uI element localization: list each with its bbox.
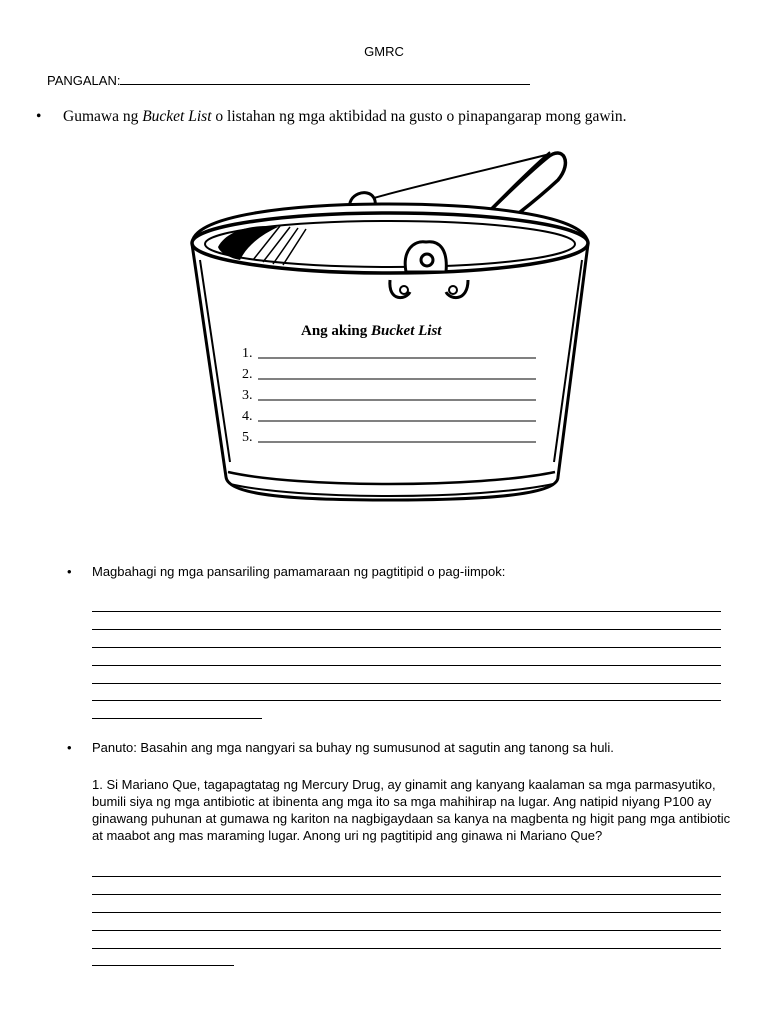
instruction-bucket-list [36, 108, 626, 126]
bucket-title-italic: Bucket List [371, 323, 442, 339]
bucket-illustration [178, 132, 598, 504]
instruction-suffix: o listahan ng mga aktibidad na gusto o pinapangarap mong gawin. [211, 108, 627, 125]
bullet-icon: • [67, 740, 72, 755]
question-paragraph: 1. Si Mariano Que, tagapagtatag ng Mercury Drug, ay ginamit ang kanyang kaalaman sa mga parmasyutiko, bumili siya ng mga antibiotic at ibinenta ang mga ito sa mga mahihirap na lugar. Ang natipid niyang P100 ay ginawang puhunan at gumawa ng kariton na nagbigaydaan sa kanya na magbenta ng higit pang mga antibiotic at maabot ang mas maraming lugar. Anong uri ng pagtitipid ang ginawa ni Mariano Que? [92, 777, 731, 843]
instruction-prompt [67, 740, 614, 755]
answer-line[interactable] [92, 629, 721, 630]
name-row [47, 72, 530, 88]
bullet-icon: • [67, 564, 72, 579]
bucket-item-number-2: 2. [242, 367, 253, 382]
answer-line[interactable] [92, 718, 262, 719]
answer-line[interactable] [92, 700, 721, 701]
answer-line[interactable] [92, 965, 234, 966]
answer-line[interactable] [92, 683, 721, 684]
savings-prompt [67, 564, 505, 579]
svg-text:Ang aking Bucket List [301, 323, 442, 339]
instruction-prompt-text: Panuto: Basahin ang mga nangyari sa buhay ng sumusunod at sagutin ang tanong sa huli. [92, 740, 614, 755]
bucket-item-number-5: 5. [242, 430, 253, 445]
answer-line[interactable] [92, 948, 721, 949]
savings-prompt-text: Magbahagi ng mga pansariling pamamaraan ng pagtitipid o pag-iimpok: [92, 564, 506, 579]
answer-line[interactable] [92, 912, 721, 913]
instruction-italic: Bucket List [142, 108, 212, 125]
instruction-prefix: Gumawa ng [63, 108, 143, 125]
answer-line[interactable] [92, 894, 721, 895]
answer-line[interactable] [92, 876, 721, 877]
answer-line[interactable] [92, 647, 721, 648]
answer-line[interactable] [92, 665, 721, 666]
bucket-item-number-4: 4. [242, 409, 253, 424]
bullet-icon: • [36, 108, 42, 125]
bucket-item-number-3: 3. [242, 388, 253, 403]
name-label: PANGALAN: [47, 73, 121, 88]
bucket-item-number-1: 1. [242, 346, 253, 361]
document-title: GMRC [364, 44, 404, 59]
name-blank-line[interactable] [120, 72, 530, 85]
answer-line[interactable] [92, 930, 721, 931]
bucket-title-prefix: Ang aking [301, 323, 372, 339]
answer-line[interactable] [92, 611, 721, 612]
